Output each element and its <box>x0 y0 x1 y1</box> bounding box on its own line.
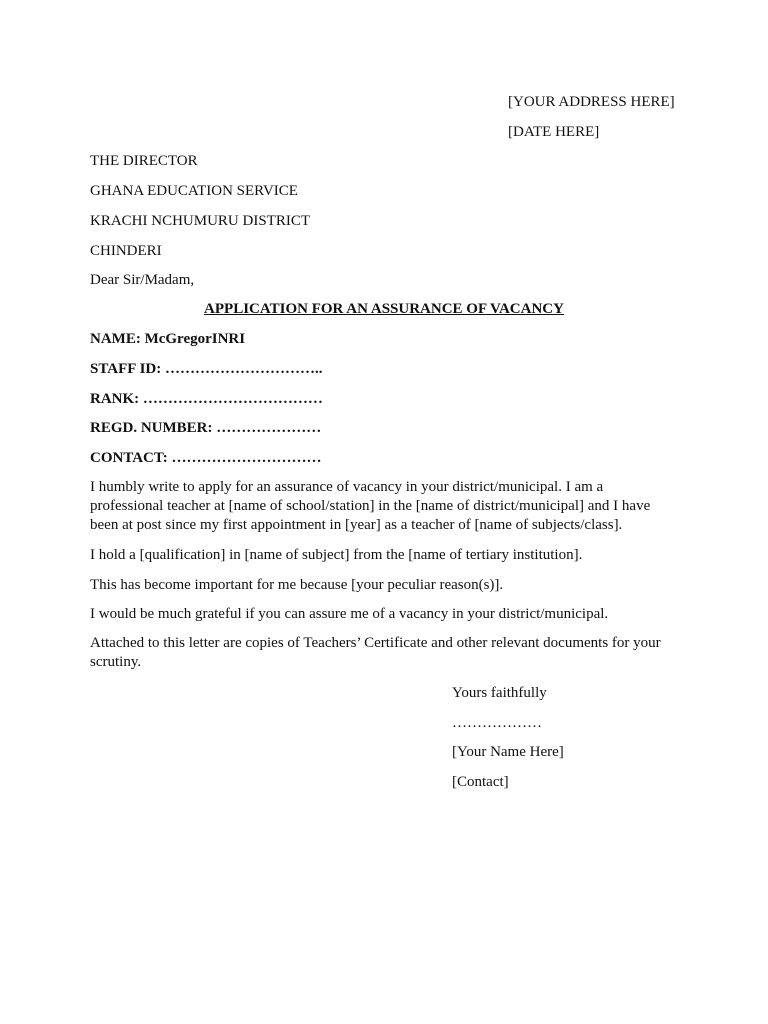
signer-name: [Your Name Here] <box>452 744 564 760</box>
letter-date: [DATE HERE] <box>508 124 600 140</box>
signer-contact: [Contact] <box>452 774 509 790</box>
recipient-line-1: THE DIRECTOR <box>90 153 198 169</box>
sender-address: [YOUR ADDRESS HERE] <box>508 94 675 110</box>
field-staff-id: STAFF ID: ………………………….. <box>90 361 323 377</box>
recipient-line-4: CHINDERI <box>90 243 162 259</box>
field-regd-number: REGD. NUMBER: ………………… <box>90 420 322 436</box>
recipient-line-3: KRACHI NCHUMURU DISTRICT <box>90 213 311 229</box>
signature-line: ……………… <box>452 715 542 731</box>
salutation: Dear Sir/Madam, <box>90 272 195 288</box>
body-paragraph-4: I would be much grateful if you can assure me of a vacancy in your district/municipal. <box>90 606 609 622</box>
valediction: Yours faithfully <box>452 685 547 701</box>
letter-subject: APPLICATION FOR AN ASSURANCE OF VACANCY <box>204 301 564 317</box>
recipient-line-2: GHANA EDUCATION SERVICE <box>90 183 298 199</box>
body-paragraph-5: Attached to this letter are copies of Teachers’ Certificate and other relevant documents for your scrutiny. <box>90 635 661 670</box>
field-rank: RANK: ……………………………… <box>90 391 323 407</box>
field-name: NAME: McGregorINRI <box>90 331 246 347</box>
body-paragraph-3: This has become important for me because [your peculiar reason(s)]. <box>90 577 504 593</box>
body-paragraph-1: I humbly write to apply for an assurance of vacancy in your district/municipal. I am a professional teacher at [name of school/station] in the [name of district/municipal] and I have been at post since my first appointment in [year] as a teacher of [name of subjects/class]. <box>90 479 651 533</box>
field-contact: CONTACT: ………………………… <box>90 450 322 466</box>
body-paragraph-2: I hold a [qualification] in [name of subject] from the [name of tertiary institution]. <box>90 547 583 563</box>
